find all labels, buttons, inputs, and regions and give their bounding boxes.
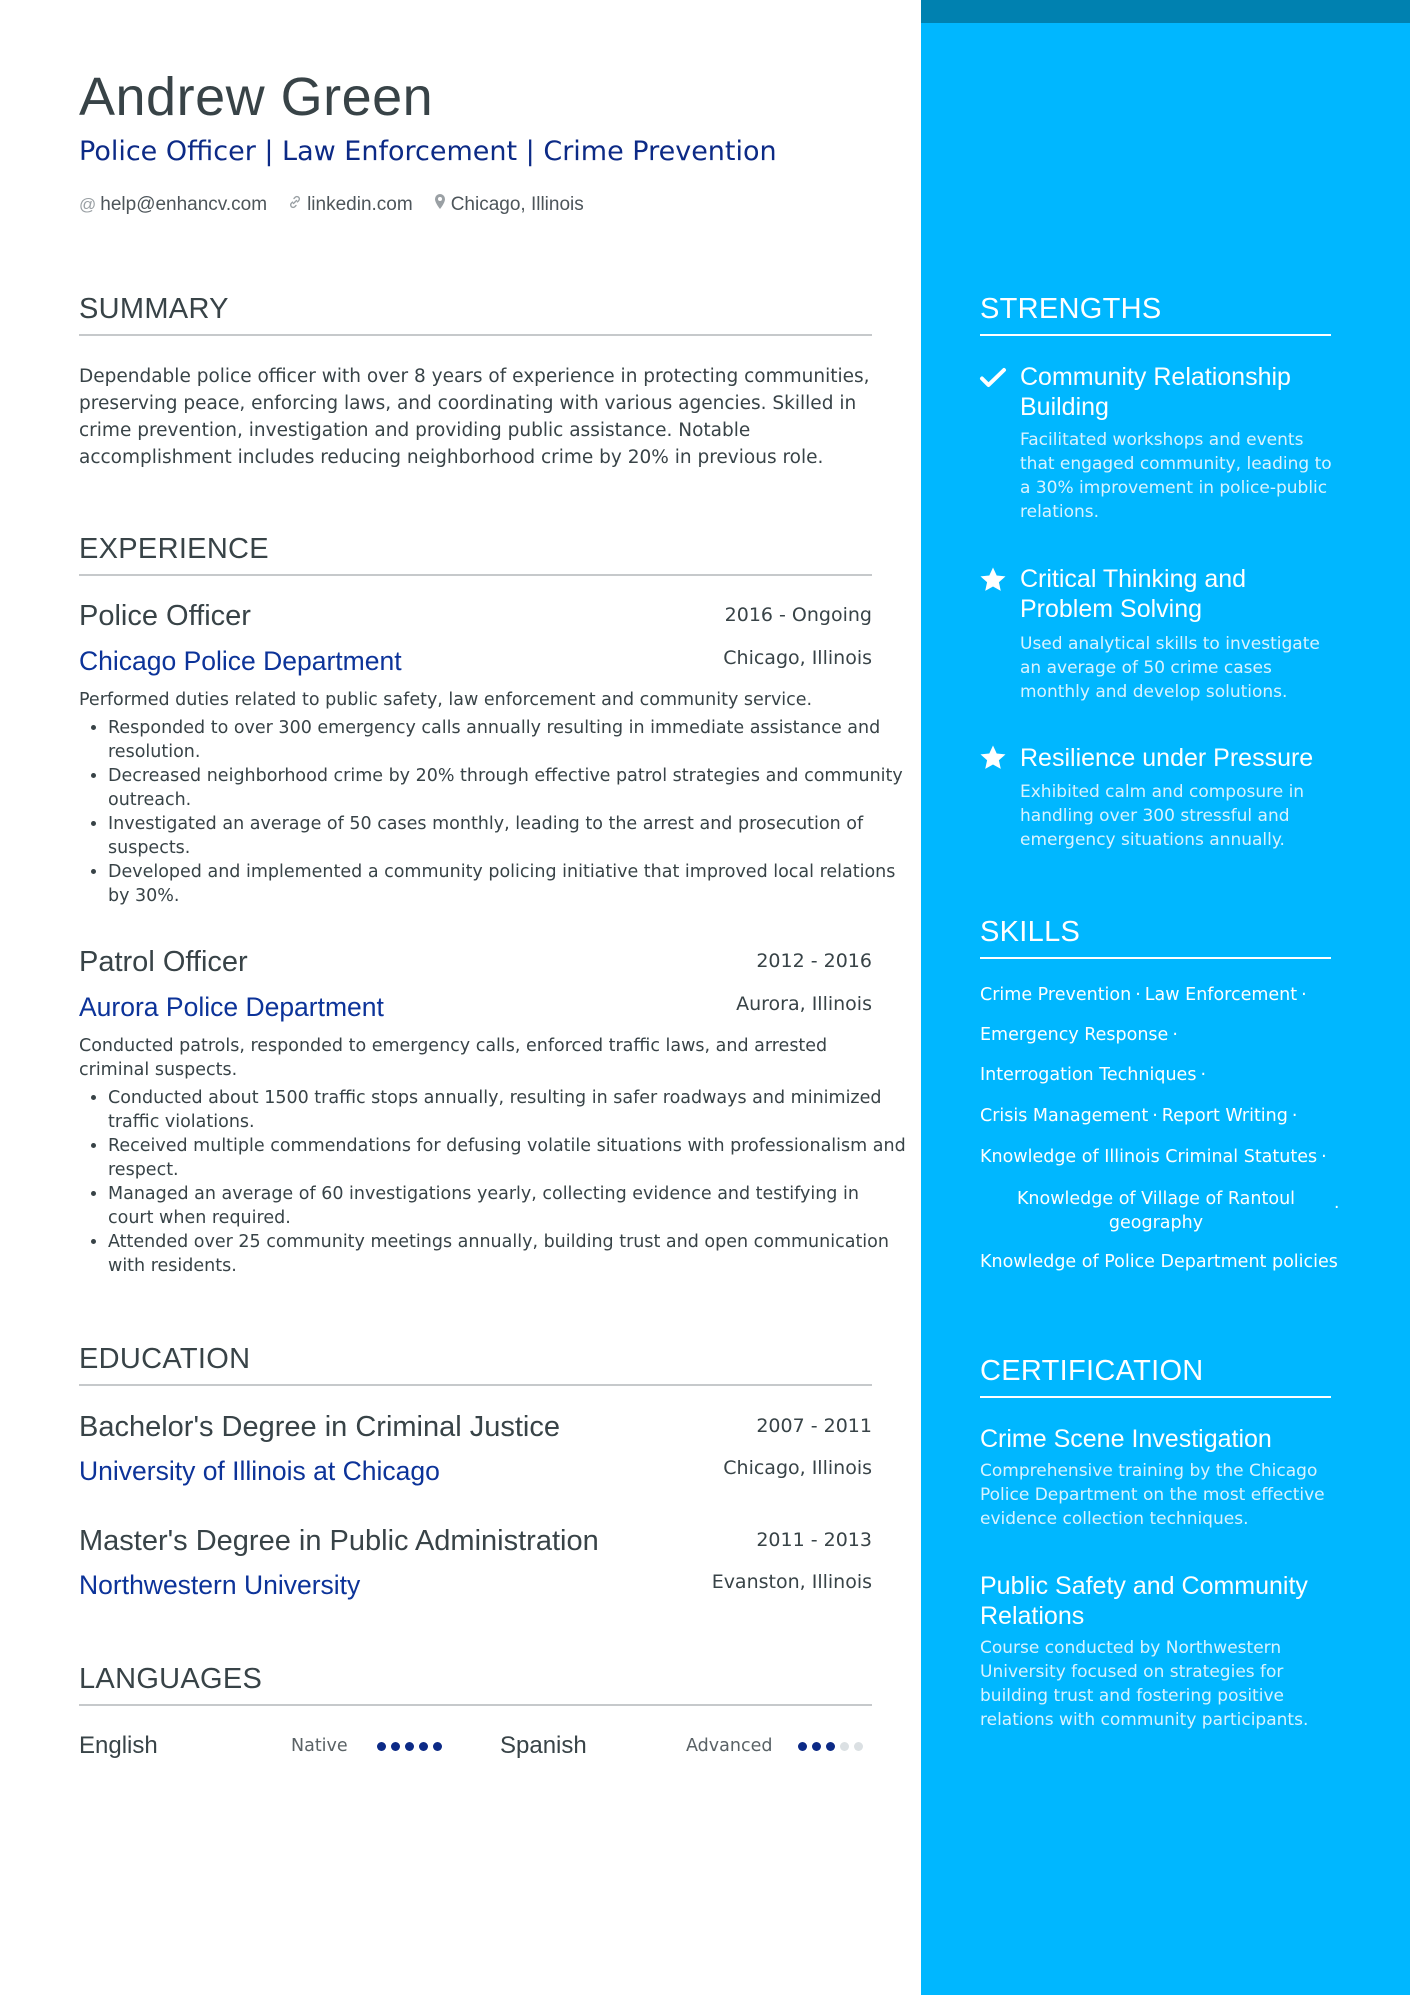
strengths-heading: STRENGTHS [980, 293, 1331, 336]
location-text: Chicago, Illinois [450, 193, 584, 215]
star-icon [978, 743, 1008, 773]
contact-location [433, 193, 584, 216]
skill-item: Crime Prevention [980, 985, 1132, 1005]
job-org: Aurora Police Department [79, 992, 384, 1022]
skills-heading: SKILLS [980, 916, 1331, 959]
link-icon [287, 194, 303, 215]
cert-text: Course conducted by Northwestern University focused on strategies for building trust and fostering positive relations with community participants. [980, 1638, 1309, 1730]
language-level: Advanced [686, 1736, 773, 1756]
job-bullet: • Developed and implemented a community policing initiative that improved local relations by 30%. [108, 860, 908, 908]
job-dates: 2016 - Ongoing [724, 604, 872, 626]
language-level: Native [291, 1736, 348, 1756]
skill-separator: · [1135, 985, 1141, 1005]
job-bullet: • Conducted about 1500 traffic stops annually, resulting in safer roadways and minimized traffic violations. [108, 1086, 908, 1134]
job-org: Chicago Police Department [79, 646, 402, 676]
skill-row [980, 1252, 1340, 1272]
cert-title: Crime Scene Investigation [980, 1425, 1272, 1453]
proficiency-dot-empty [854, 1742, 863, 1751]
languages-heading: LANGUAGES [79, 1663, 872, 1706]
job-bullet: • Investigated an average of 50 cases monthly, leading to the arrest and prosecution of suspects. [108, 812, 908, 860]
check-icon [978, 363, 1008, 393]
skill-separator: · [1152, 1106, 1158, 1126]
edu-school: University of Illinois at Chicago [79, 1456, 440, 1486]
skill-item: Emergency Response [980, 1025, 1169, 1045]
skill-separator: · [1334, 1198, 1340, 1218]
certification-heading: CERTIFICATION [980, 1355, 1331, 1398]
cert-title: Public Safety and Community Relations [980, 1572, 1308, 1630]
skill-item: Knowledge of Illinois Criminal Statutes [980, 1147, 1318, 1167]
sidebar [921, 0, 1410, 1995]
job-bullet: • Responded to over 300 emergency calls annually resulting in immediate assistance and resolution. [108, 716, 908, 764]
job-bullet: • Managed an average of 60 investigations yearly, collecting evidence and testifying in court when required. [108, 1182, 908, 1230]
candidate-name: Andrew Green [79, 67, 434, 127]
skill-item: Law Enforcement [1144, 985, 1298, 1005]
location-pin-icon [433, 193, 447, 216]
job-location: Aurora, Illinois [736, 993, 872, 1015]
summary-text: Dependable police officer with over 8 years of experience in protecting communities, preserving peace, enforcing laws, and coordinating with various agencies. Skilled in crime prevention, investigation and providing public assistance. Notable accomplishment includes reducing neighborhood crime by 20% in previous role. [79, 366, 870, 468]
language-proficiency-dots [377, 1742, 442, 1751]
job-bullets [79, 716, 908, 908]
skill-row [980, 1147, 1340, 1167]
skill-row [980, 1025, 1340, 1045]
skill-separator: · [1172, 1025, 1178, 1045]
job-bullets [79, 1086, 908, 1278]
edu-degree: Master's Degree in Public Administration [79, 1525, 599, 1557]
strength-text: Facilitated workshops and events that engaged community, leading to a 30% improvement in police-public relations. [1020, 430, 1332, 522]
contact-linkedin[interactable] [287, 194, 413, 216]
language-name: English [79, 1732, 158, 1759]
language-name: Spanish [500, 1732, 587, 1759]
strength-title: Critical Thinking and Problem Solving [1020, 565, 1247, 623]
edu-location: Evanston, Illinois [711, 1571, 872, 1593]
edu-location: Chicago, Illinois [723, 1457, 872, 1479]
skill-item: Interrogation Techniques [980, 1065, 1197, 1085]
skill-item: Knowledge of Police Department policies [980, 1252, 1338, 1272]
job-dates: 2012 - 2016 [756, 950, 872, 972]
job-description: Performed duties related to public safety, law enforcement and community service. [79, 690, 813, 710]
proficiency-dot-filled [405, 1742, 414, 1751]
proficiency-dot-filled [391, 1742, 400, 1751]
cert-text: Comprehensive training by the Chicago Police Department on the most effective evidence collection techniques. [980, 1461, 1325, 1529]
contact-email[interactable] [79, 194, 267, 216]
experience-heading: EXPERIENCE [79, 533, 872, 576]
job-bullet: • Received multiple commendations for defusing volatile situations with professionalism and respect. [108, 1134, 908, 1182]
skill-separator: · [1321, 1147, 1327, 1167]
strength-text: Used analytical skills to investigate an average of 50 crime cases monthly and develop solutions. [1020, 634, 1320, 702]
skill-separator: · [1301, 985, 1307, 1005]
job-description: Conducted patrols, responded to emergency calls, enforced traffic laws, and arrested criminal suspects. [79, 1036, 828, 1080]
job-bullet: • Attended over 25 community meetings annually, building trust and open communication with residents. [108, 1230, 908, 1278]
contact-bar [79, 193, 584, 216]
edu-dates: 2011 - 2013 [756, 1529, 872, 1551]
skill-separator: · [1291, 1106, 1298, 1126]
sidebar-top-band [921, 0, 1410, 23]
proficiency-dot-filled [419, 1742, 428, 1751]
skill-item: Knowledge of Village of Rantoul geography [1016, 1189, 1296, 1233]
candidate-title: Police Officer | Law Enforcement | Crime Prevention [79, 136, 777, 167]
summary-heading: SUMMARY [79, 293, 872, 336]
job-role: Police Officer [79, 600, 251, 632]
strength-title: Community Relationship Building [1020, 363, 1291, 421]
job-location: Chicago, Illinois [723, 647, 872, 669]
skill-item: Report Writing [1161, 1106, 1288, 1126]
strength-text: Exhibited calm and composure in handling over 300 stressful and emergency situations annually. [1020, 782, 1305, 850]
proficiency-dot-filled [812, 1742, 821, 1751]
education-heading: EDUCATION [79, 1343, 872, 1386]
proficiency-dot-empty [840, 1742, 849, 1751]
edu-dates: 2007 - 2011 [756, 1415, 872, 1437]
linkedin-text: linkedin.com [307, 193, 413, 215]
job-bullet: • Decreased neighborhood crime by 20% through effective patrol strategies and community outreach. [108, 764, 908, 812]
star-icon [978, 565, 1008, 595]
email-text: help@enhancv.com [100, 193, 268, 215]
skill-row [980, 1106, 1340, 1126]
language-proficiency-dots [798, 1742, 863, 1751]
skill-row [980, 1065, 1340, 1085]
skill-row [980, 985, 1340, 1005]
strength-title: Resilience under Pressure [1020, 744, 1314, 772]
edu-degree: Bachelor's Degree in Criminal Justice [79, 1411, 561, 1443]
proficiency-dot-filled [826, 1742, 835, 1751]
job-role: Patrol Officer [79, 946, 248, 978]
skill-separator: · [1200, 1065, 1207, 1085]
edu-school: Northwestern University [79, 1570, 361, 1600]
proficiency-dot-filled [377, 1742, 386, 1751]
proficiency-dot-filled [433, 1742, 442, 1751]
at-icon: @ [79, 194, 97, 214]
skill-item: Crisis Management [980, 1106, 1149, 1126]
proficiency-dot-filled [798, 1742, 807, 1751]
